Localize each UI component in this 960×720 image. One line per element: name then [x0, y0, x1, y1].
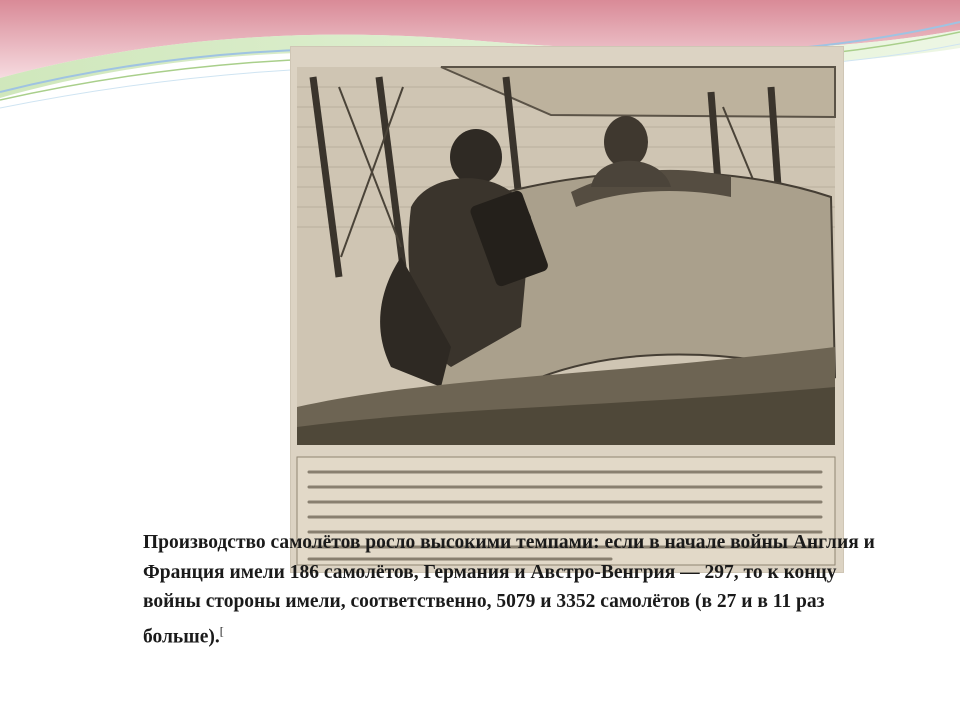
slide-caption: [143, 528, 883, 652]
caption-text: Производство самолётов росло высокими темпами: если в начале войны Англия и Франция имели 186 самолётов, Германия и Австро-Венгрия — 297, то к концу войны стороны имели, соответственно, 5079 и 3352 самолётов (в 27 и в 11 раз больше).: [143, 532, 875, 647]
footnote-reference[interactable]: [: [219, 623, 224, 638]
photo-illustration: [291, 47, 843, 572]
historical-aircraft-photo: [291, 47, 843, 572]
